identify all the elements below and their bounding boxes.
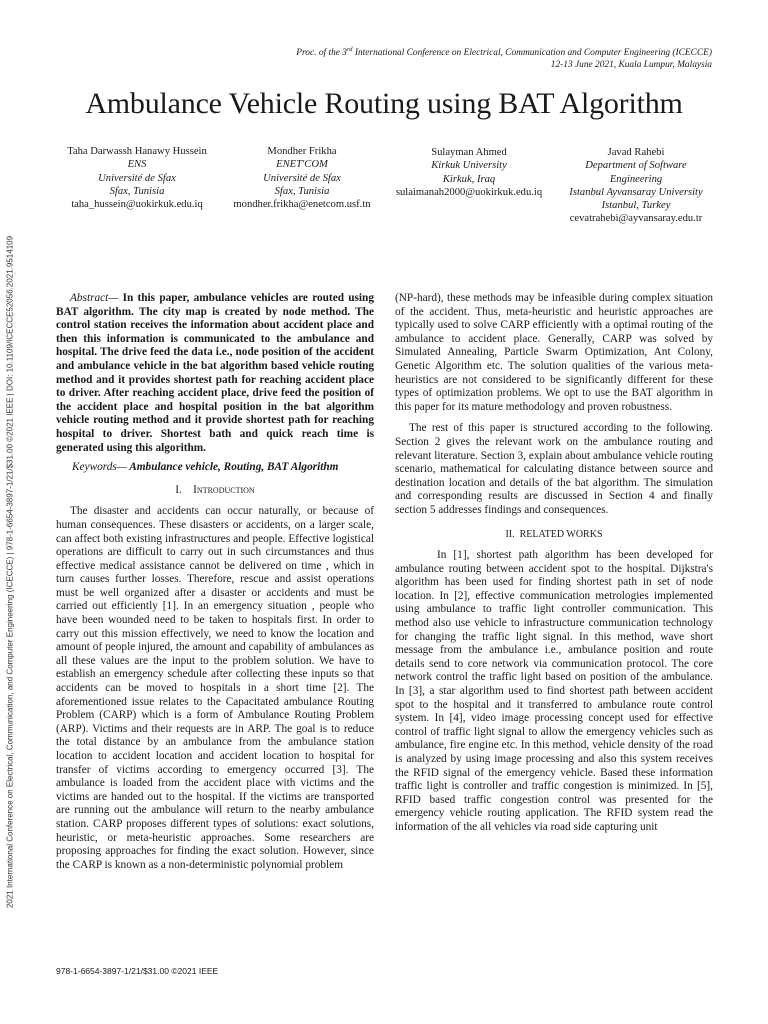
author-block-3: [388, 146, 550, 199]
author-org: ENET'COM: [276, 159, 328, 171]
abstract-lead: Abstract—: [70, 292, 119, 304]
paper-title: Ambulance Vehicle Routing using BAT Algorithm: [85, 87, 683, 120]
author-email: taha_hussein@uokirkuk.edu.iq: [71, 199, 203, 211]
author-location: Kirkuk, Iraq: [442, 173, 496, 185]
right-column: [395, 292, 713, 835]
author-location: Sfax, Tunisia: [109, 185, 165, 197]
related-works-paragraph: In [1], shortest path algorithm has been developed for ambulance routing between accident spot to the hospital. Dijkstra's algorithm has been used for finding shortest path in set of node location. In [2], effective communication metrologies implemented using ambulance to traffic light controller communication. This method also use vehicle to infrastructure communication technology for changing the traffic light signal. In this method, wave short message from the ambulance i.e., ambulance position and route details send to core network via communication protocol. The core network control the traffic light based on position of the ambulance. In [3], a star algorithm used to find shortest path between accident spot to the hospital and it transferred to ambulance route control system. In [4], video image processing concept used for effective control of traffic light signal to allow the emergency vehicles such as ambulance, fire engine etc. In this method, vehicle density of the road is analyzed by using image processing and also this system receives the RFID signal of the emergency vehicle. Based these information traffic light is controller and traffic congestion is minimized. In [5], RFID based traffic congestion control was presented for the emergency vehicle routing application. The RFID system read the information of the all vehicles via road side capturing unit: [395, 549, 713, 833]
author-location: Sfax, Tunisia: [274, 185, 330, 197]
author-org: Kirkuk University: [431, 160, 507, 172]
side-doi-text: 2021 International Conference on Electrical, Communication, and Computer Engineering (ICECCE) | 978-1-6654-3897-1/21/$31.00 ©2021 IEEE | DOI: 10.1109/ICECCE52056.2021.9514109: [5, 235, 15, 909]
intro-continued-paragraph: (NP-hard), these methods may be infeasible during complex situation of the accident. Thus, meta-heuristic and heuristic approaches are typically used to solve CARP efficiently with a optimal routing of the ambulance to accident place. Generally, CARP was solved by Simulated Annealing, Particle Swarm Optimization, Ant Colony, Genetic Algorithm etc. The solution qualities of the various meta-heuristics are not considered to be significantly different for these types of optimization problems. We opt to use the BAT algorithm in this paper for its mature methodology and proven robustness.: [395, 292, 713, 413]
section-heading-related-works: II. RELATED WORKS: [505, 528, 603, 540]
keywords-lead: Keywords—: [72, 461, 127, 474]
keywords: [56, 461, 374, 475]
author-org: ENS: [127, 159, 147, 171]
author-email: cevatrahebi@ayvansaray.edu.tr: [569, 213, 703, 225]
author-email: sulaimanah2000@uokirkuk.edu.iq: [395, 186, 543, 198]
author-name: Sulayman Ahmed: [431, 147, 507, 158]
abstract-text: In this paper, ambulance vehicles are routed using BAT algorithm. The city map is created by node method. The control station receives the information about accident place and then this information is communicated to the ambulance and hospital. The drive feed the data i.e., node position of the accident and ambulance vehicle in the bat algorithm based vehicle routing method and it provides shortest path for reaching accident place to driver. After reaching accident place, drive feed the position of the accident place and hospital position in the bat algorithm vehicle routing method and it provide shortest path for reaching hospital to driver. Shortest bath and quick reach time is generated using this algorithm.: [56, 292, 374, 454]
conference-line-2: 12-13 June 2021, Kuala Lumpur, Malaysia: [550, 60, 712, 71]
abstract: [56, 292, 374, 455]
copyright-footer: 978-1-6654-3897-1/21/$31.00 ©2021 IEEE: [56, 966, 219, 976]
author-name: Taha Darwassh Hanawy Hussein: [67, 146, 207, 157]
author-univ: Istanbul Ayvansaray University: [569, 186, 703, 198]
side-doi-strip: [2, 160, 18, 984]
author-block-4: [558, 146, 714, 226]
left-column: [56, 292, 374, 872]
author-univ: Université de Sfax: [98, 172, 176, 184]
author-email: mondher.frikha@enetcom.usf.tn: [233, 199, 371, 211]
author-location: Istanbul, Turkey: [601, 200, 671, 212]
introduction-paragraph: The disaster and accidents can occur naturally, or because of human consequences. These disasters or accidents, on a larger scale, can affect both existing infrastructures and people. Effective logistical operations are difficult to carry out in such circumstances and thus effective medical assistance cannot be delivered on time , which in turn causes further losses. Therefore, rescue and assist operations must be well organized after a disaster or accidents and must be carried out efficiently [1]. In an emergency situation , people who have been wounded need to be taken to hospitals first. In order to carry out this mission effectively, we need to know the location and amount of people injured, the amount and capability of ambulances as all these values are the input to the problem solution. We have to establish an emergency schedule after collecting these inputs so that accidents can be moved to hospitals in a short time [2]. The aforementioned issue relates to the Capacitated ambulance Routing Problem (CARP) which is a form of Ambulance Routing Problem (ARP). Victims and their requests are in ARP. The goal is to reduce the total distance by an ambulance from the ambulance station location to accident location and accident location to hospital for transfer of victims according to emergency occurred [3]. The ambulance is loaded from the accident place with victims and the victims are handed out to the hospital. If the victims are transported are running out the ambulance will return to the nearby ambulance station. CARP proposes different types of solutions: exact solutions, heuristic, or meta-heuristic approaches. Some researchers are proposing approaches for finding the exact solution. However, since the CARP is known as a non-deterministic polynomial problem: [56, 505, 374, 871]
author-name: Mondher Frikha: [267, 146, 337, 157]
structure-paragraph: The rest of this paper is structured according to the following. Section 2 gives the relevant work on the ambulance routing and relevant literature. Section 3, explain about ambulance vehicle routing scenario, mathematical for calculating distance between source and destination location and details of the bat algorithm. The simulation and corresponding results are discussed in Section 4 and finally section 5 addresses findings and consequences.: [395, 422, 713, 516]
author-name: Javad Rahebi: [607, 147, 665, 158]
keywords-text: Ambulance vehicle, Routing, BAT Algorithm: [126, 461, 339, 474]
conference-line-1: Proc. of the 3rd International Conference on Electrical, Communication and Computer Engineering (ICECCE): [296, 46, 712, 59]
section-heading-introduction: I. Introduction: [175, 483, 255, 496]
author-dept: Department of Software: [585, 160, 687, 172]
author-dept: Engineering: [609, 173, 663, 185]
author-univ: Université de Sfax: [263, 172, 341, 184]
author-block-1: [58, 145, 216, 211]
author-block-2: [222, 145, 382, 211]
conference-header: [192, 44, 712, 71]
